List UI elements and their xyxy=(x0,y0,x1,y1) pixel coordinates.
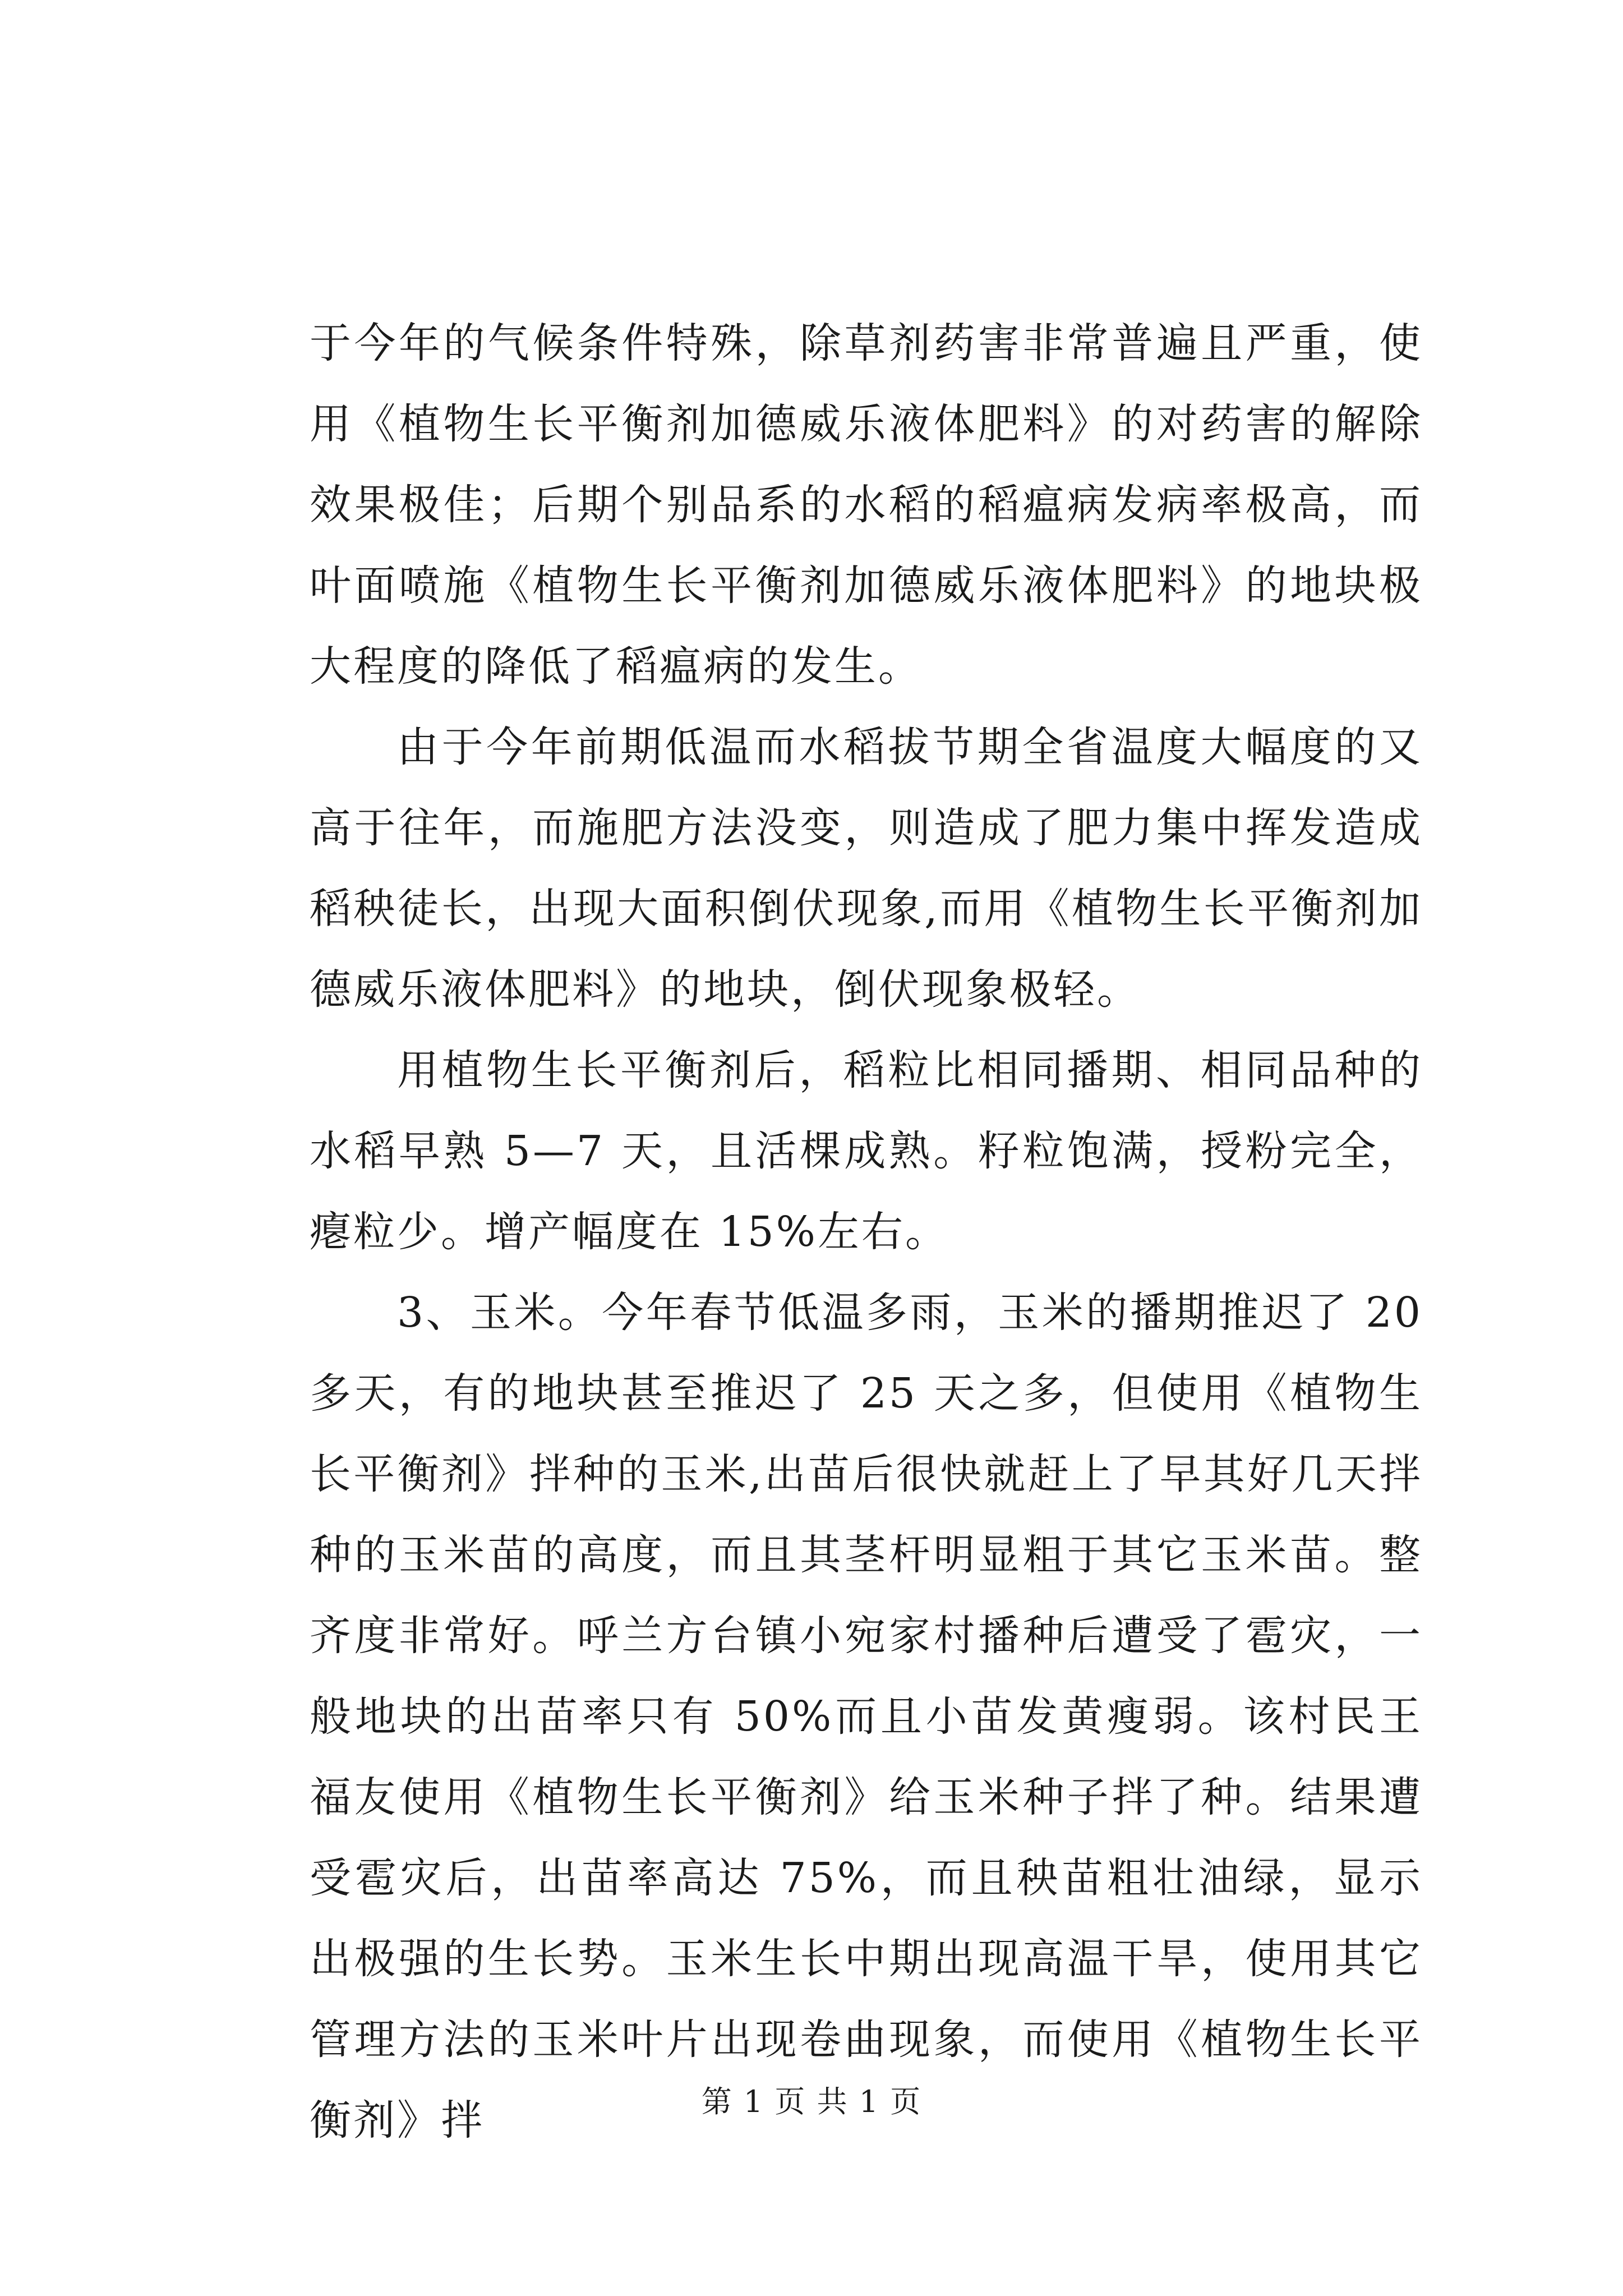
paragraph-1: 于今年的气候条件特殊，除草剂药害非常普遍且严重，使用《植物生长平衡剂加德威乐液体肥料》的对药害的解除效果极佳；后期个别品系的水稻的稻瘟病发病率极高，而叶面喷施《植物生长平衡剂加德威乐液体肥料》的地块极大程度的降低了稻瘟病的发生。 xyxy=(310,319,1423,691)
paragraph-4: 3、玉米。今年春节低温多雨，玉米的播期推迟了 20 多天，有的地块甚至推迟了 25 天之多，但使用《植物生长平衡剂》拌种的玉米,出苗后很快就赶上了早其好几天拌种的玉米苗的高度，而且其茎杆明显粗于其它玉米苗。整齐度非常好。呼兰方台镇小宛家村播种后遭受了雹灾，一般地块的出苗率只有 50%而且小苗发黄瘦弱。该村民王福友使用《植物生长平衡剂》给玉米种子拌了种。结果遭受雹灾后，出苗率高达 75%，而且秧苗粗壮油绿，显示出极强的生长势。玉米生长中期出现高温干旱，使用其它管理方法的玉米叶片出现卷曲现象，而使用《植物生长平衡剂》拌 xyxy=(310,1289,1423,2145)
paragraph-3: 用植物生长平衡剂后，稻粒比相同播期、相同品种的水稻早熟 5—7 天，且活棵成熟。籽粒饱满，授粉完全，瘪粒少。增产幅度在 15%左右。 xyxy=(310,1046,1423,1256)
document-body xyxy=(310,303,1423,2161)
paragraph-2: 由于今年前期低温而水稻拔节期全省温度大幅度的又高于往年，而施肥方法没变，则造成了肥力集中挥发造成稻秧徒长，出现大面积倒伏现象,而用《植物生长平衡剂加德威乐液体肥料》的地块，倒伏现象极轻。 xyxy=(310,723,1423,1014)
page-footer: 第 1 页 共 1 页 xyxy=(701,2084,922,2119)
